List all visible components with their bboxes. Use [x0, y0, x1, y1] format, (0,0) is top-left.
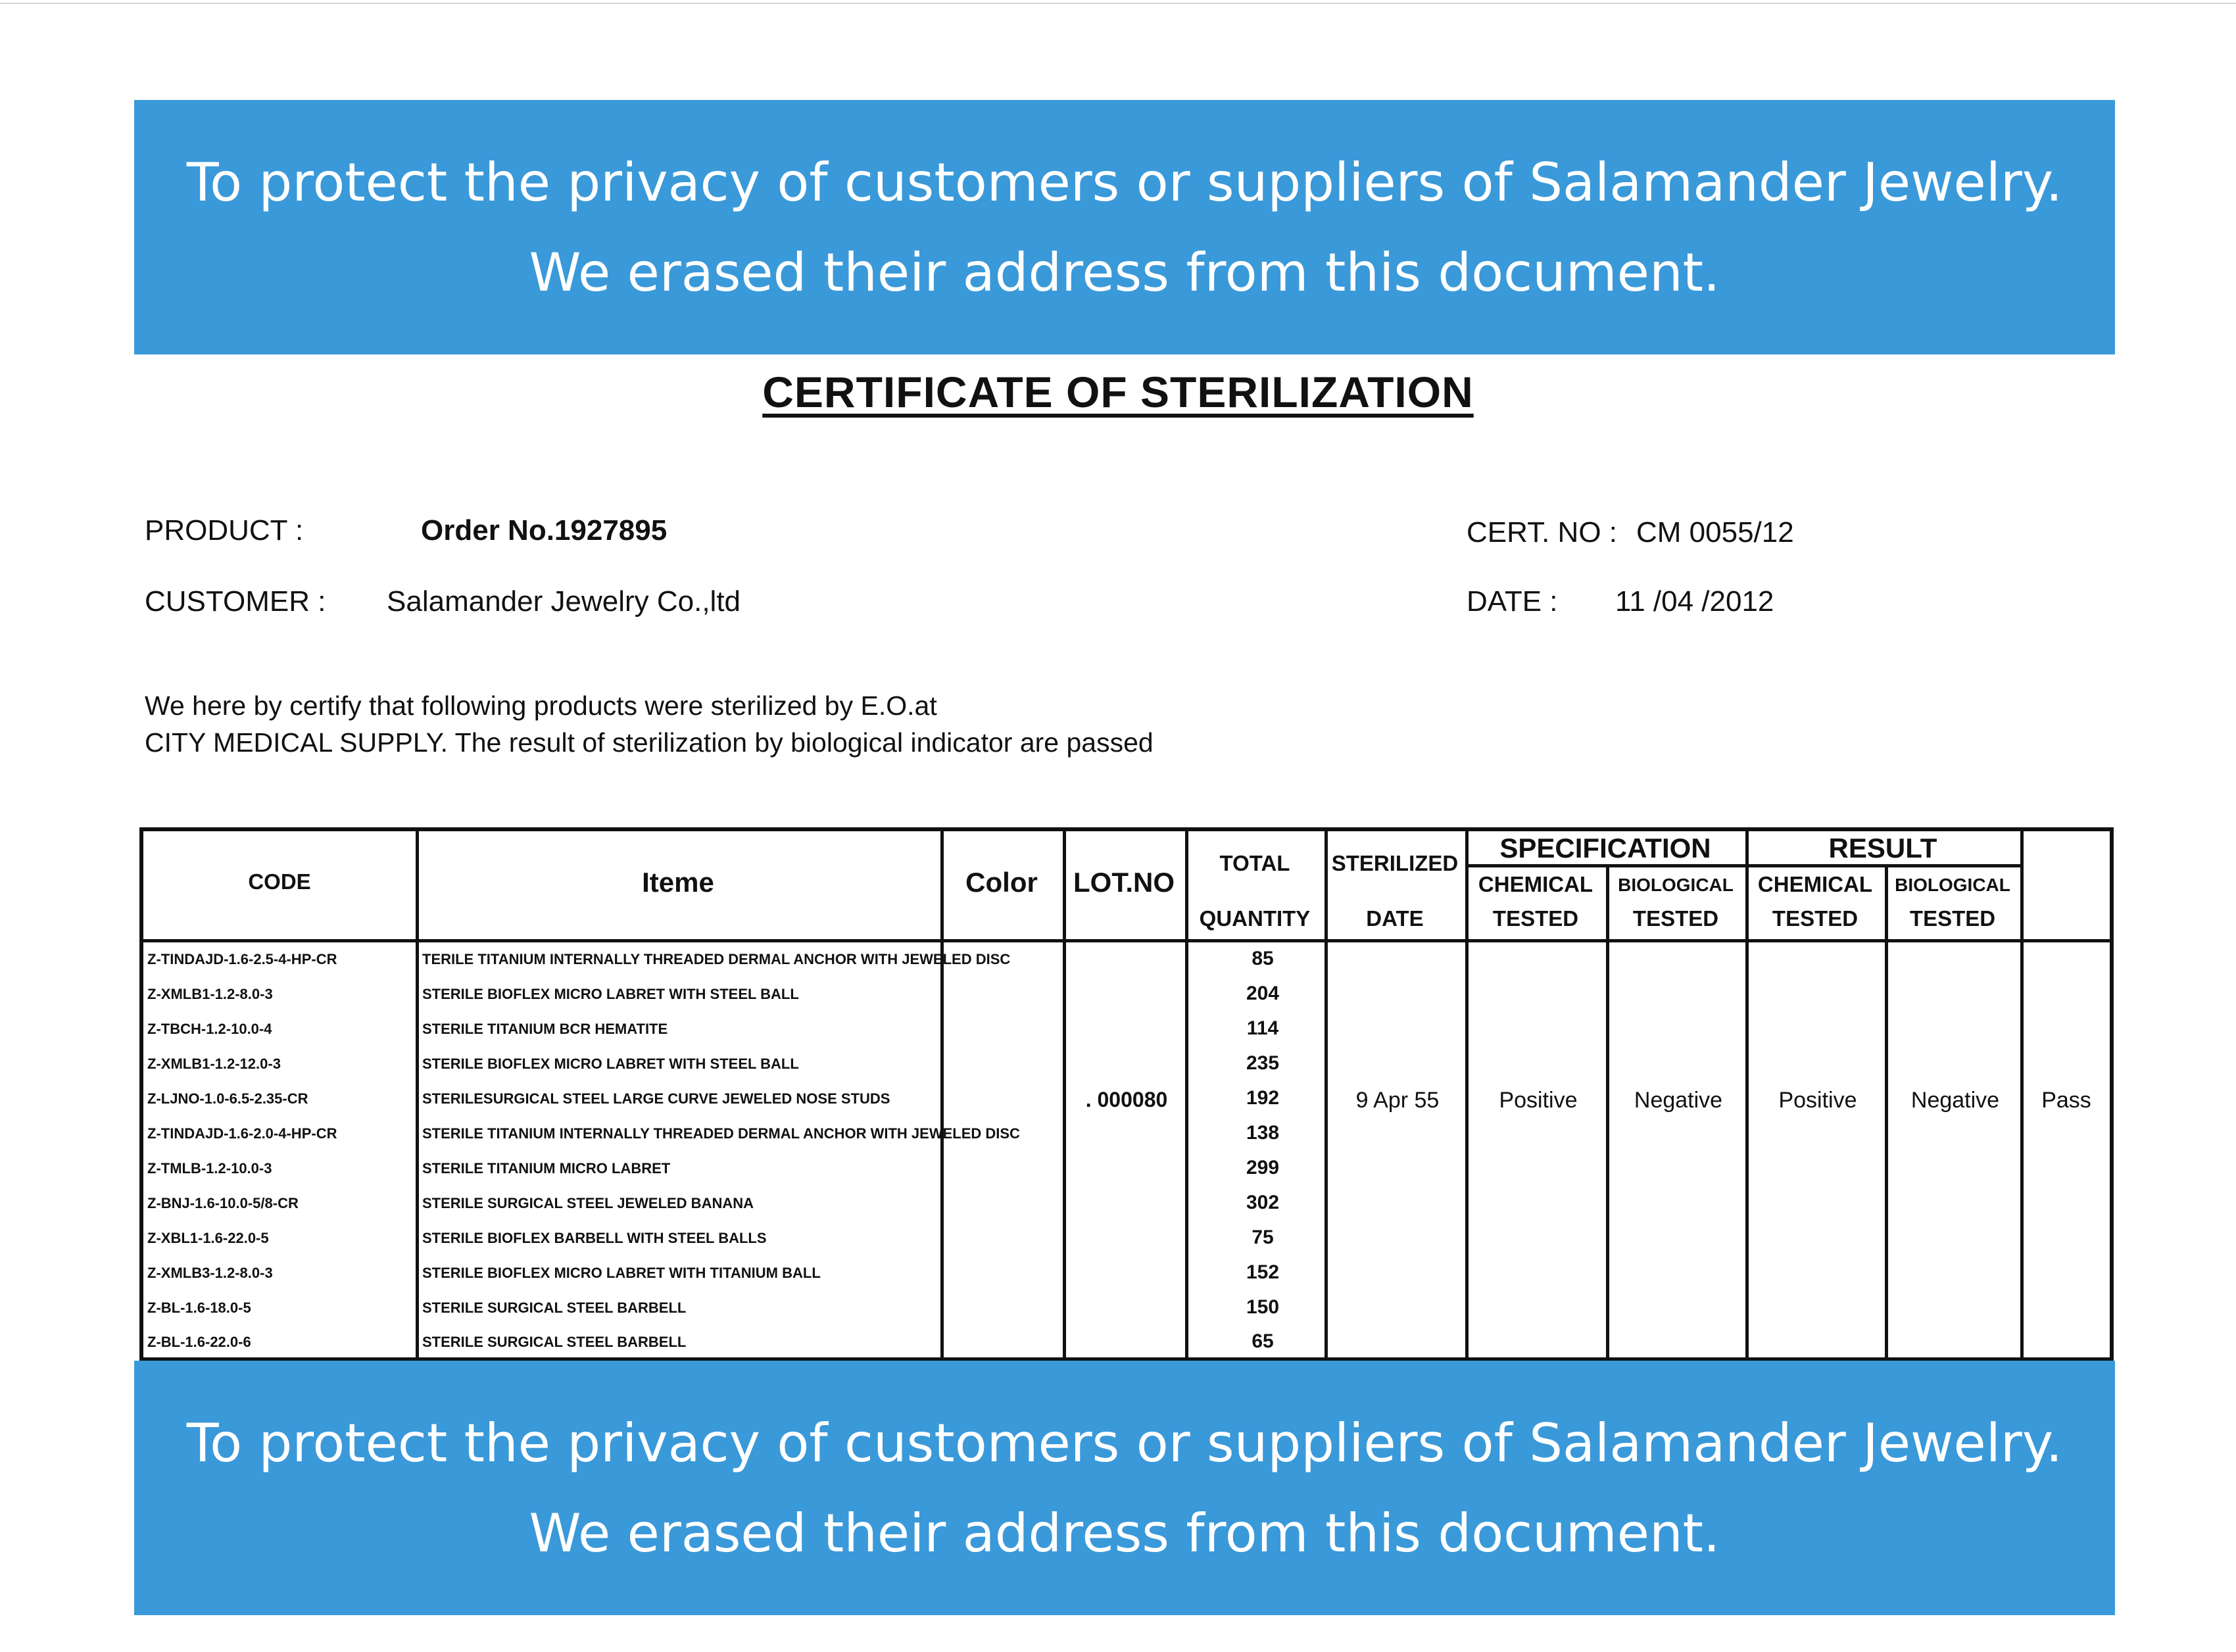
- header-code: CODE: [248, 869, 311, 894]
- row-11-item: STERILE SURGICAL STEEL BARBELL: [422, 1300, 687, 1316]
- final-result-value: Pass: [2041, 1088, 2091, 1113]
- date-value: 11 /04 /2012: [1615, 585, 1774, 618]
- row-5-qty: 192: [1246, 1087, 1280, 1109]
- row-6-code: Z-TINDAJD-1.6-2.0-4-HP-CR: [147, 1125, 337, 1142]
- row-8-qty: 302: [1246, 1192, 1280, 1213]
- product-value: Order No.1927895: [421, 514, 668, 547]
- header-result-chemical: CHEMICAL: [1757, 872, 1873, 896]
- row-11-code: Z-BL-1.6-18.0-5: [147, 1300, 251, 1316]
- header-spec-chemical: CHEMICAL: [1478, 872, 1593, 896]
- privacy-banner-line-2: We erased their address from this document.: [529, 241, 1720, 303]
- header-spec-biological: BIOLOGICAL: [1618, 875, 1734, 895]
- row-9-qty: 75: [1252, 1227, 1274, 1248]
- cert-no-label: CERT. NO :: [1467, 516, 1618, 548]
- header-date: DATE: [1366, 906, 1424, 931]
- row-10-item: STERILE BIOFLEX MICRO LABRET WITH TITANIUM BALL: [422, 1265, 821, 1281]
- row-10-code: Z-XMLB3-1.2-8.0-3: [147, 1265, 273, 1281]
- result-biological-value: Negative: [1910, 1088, 2000, 1113]
- header-lot-no: LOT.NO: [1073, 867, 1175, 898]
- certificate-title: CERTIFICATE OF STERILIZATION: [762, 368, 1474, 416]
- result-chemical-value: Positive: [1778, 1088, 1857, 1113]
- row-2-code: Z-XMLB1-1.2-8.0-3: [147, 986, 273, 1002]
- row-1-qty: 85: [1252, 948, 1274, 969]
- cert-no-value: CM 0055/12: [1636, 516, 1794, 548]
- header-color: Color: [965, 867, 1038, 898]
- row-10-qty: 152: [1246, 1261, 1280, 1283]
- header-result-biological: BIOLOGICAL: [1895, 875, 2010, 895]
- row-11-qty: 150: [1246, 1296, 1280, 1318]
- customer-label: CUSTOMER :: [145, 585, 326, 618]
- header-spec-chemical-tested: TESTED: [1492, 906, 1579, 931]
- customer-value: Salamander Jewelry Co.,ltd: [387, 585, 741, 618]
- header-sterilized: STERILIZED: [1331, 851, 1459, 875]
- product-label: PRODUCT :: [145, 514, 304, 547]
- col-divider: [940, 831, 944, 1357]
- row-9-code: Z-XBL1-1.6-22.0-5: [147, 1230, 269, 1246]
- header-result: RESULT: [1828, 833, 1937, 863]
- date-label: DATE :: [1467, 585, 1558, 618]
- row-2-item: STERILE BIOFLEX MICRO LABRET WITH STEEL BALL: [422, 986, 799, 1002]
- row-1-item: TERILE TITANIUM INTERNALLY THREADED DERMAL ANCHOR WITH JEWELED DISC: [422, 951, 1011, 967]
- header-bottom-rule: [143, 939, 2110, 942]
- row-6-item: STERILE TITANIUM INTERNALLY THREADED DERMAL ANCHOR WITH JEWELED DISC: [422, 1125, 1020, 1142]
- row-5-code: Z-LJNO-1.0-6.5-2.35-CR: [147, 1090, 308, 1107]
- header-result-chemical-tested: TESTED: [1772, 906, 1859, 931]
- privacy-banner-line-2: We erased their address from this document.: [529, 1502, 1720, 1564]
- row-2-qty: 204: [1246, 983, 1280, 1004]
- row-3-item: STERILE TITANIUM BCR HEMATITE: [422, 1021, 668, 1037]
- privacy-banner-bottom: [134, 1361, 2115, 1615]
- spec-chemical-value: Positive: [1499, 1088, 1578, 1113]
- row-1-code: Z-TINDAJD-1.6-2.5-4-HP-CR: [147, 951, 337, 967]
- row-4-qty: 235: [1246, 1052, 1280, 1074]
- privacy-banner-top: [134, 100, 2115, 354]
- statement-line-2: CITY MEDICAL SUPPLY. The result of sterilization by biological indicator are passed: [145, 727, 1154, 758]
- top-rule: [0, 3, 2236, 4]
- privacy-banner-line-1: To protect the privacy of customers or suppliers of Salamander Jewelry.: [186, 1412, 2063, 1474]
- statement-line-1: We here by certify that following products were sterilized by E.O.at: [145, 691, 937, 721]
- row-3-code: Z-TBCH-1.2-10.0-4: [147, 1021, 272, 1037]
- sterilized-date-value: 9 Apr 55: [1355, 1088, 1440, 1113]
- certification-statement: [145, 687, 1154, 761]
- row-12-qty: 65: [1252, 1330, 1274, 1352]
- row-8-code: Z-BNJ-1.6-10.0-5/8-CR: [147, 1195, 299, 1211]
- privacy-banner-line-1: To protect the privacy of customers or suppliers of Salamander Jewelry.: [186, 151, 2063, 213]
- row-12-code: Z-BL-1.6-22.0-6: [147, 1334, 251, 1350]
- header-total: TOTAL: [1219, 851, 1290, 875]
- row-6-qty: 138: [1246, 1122, 1280, 1144]
- sterilization-table: [139, 827, 2114, 1361]
- row-12-item: STERILE SURGICAL STEEL BARBELL: [422, 1334, 687, 1350]
- col-divider: [416, 831, 419, 1357]
- header-result-biological-tested: TESTED: [1909, 906, 1996, 931]
- spec-biological-value: Negative: [1634, 1088, 1723, 1113]
- row-3-qty: 114: [1246, 1017, 1279, 1039]
- row-7-code: Z-TMLB-1.2-10.0-3: [147, 1160, 272, 1177]
- header-quantity: QUANTITY: [1199, 906, 1311, 931]
- row-9-item: STERILE BIOFLEX BARBELL WITH STEEL BALLS: [422, 1230, 767, 1246]
- header-specification: SPECIFICATION: [1499, 833, 1711, 863]
- header-spec-biological-tested: TESTED: [1632, 906, 1719, 931]
- lot-no-value: . 000080: [1085, 1088, 1168, 1111]
- row-8-item: STERILE SURGICAL STEEL JEWELED BANANA: [422, 1195, 754, 1211]
- row-7-item: STERILE TITANIUM MICRO LABRET: [422, 1160, 671, 1177]
- row-4-code: Z-XMLB1-1.2-12.0-3: [147, 1056, 281, 1072]
- row-7-qty: 299: [1246, 1157, 1280, 1178]
- row-4-item: STERILE BIOFLEX MICRO LABRET WITH STEEL BALL: [422, 1056, 799, 1072]
- header-iteme: Iteme: [642, 867, 714, 898]
- row-5-item: STERILESURGICAL STEEL LARGE CURVE JEWELED NOSE STUDS: [422, 1090, 890, 1107]
- header-subdivider: [1465, 864, 2020, 867]
